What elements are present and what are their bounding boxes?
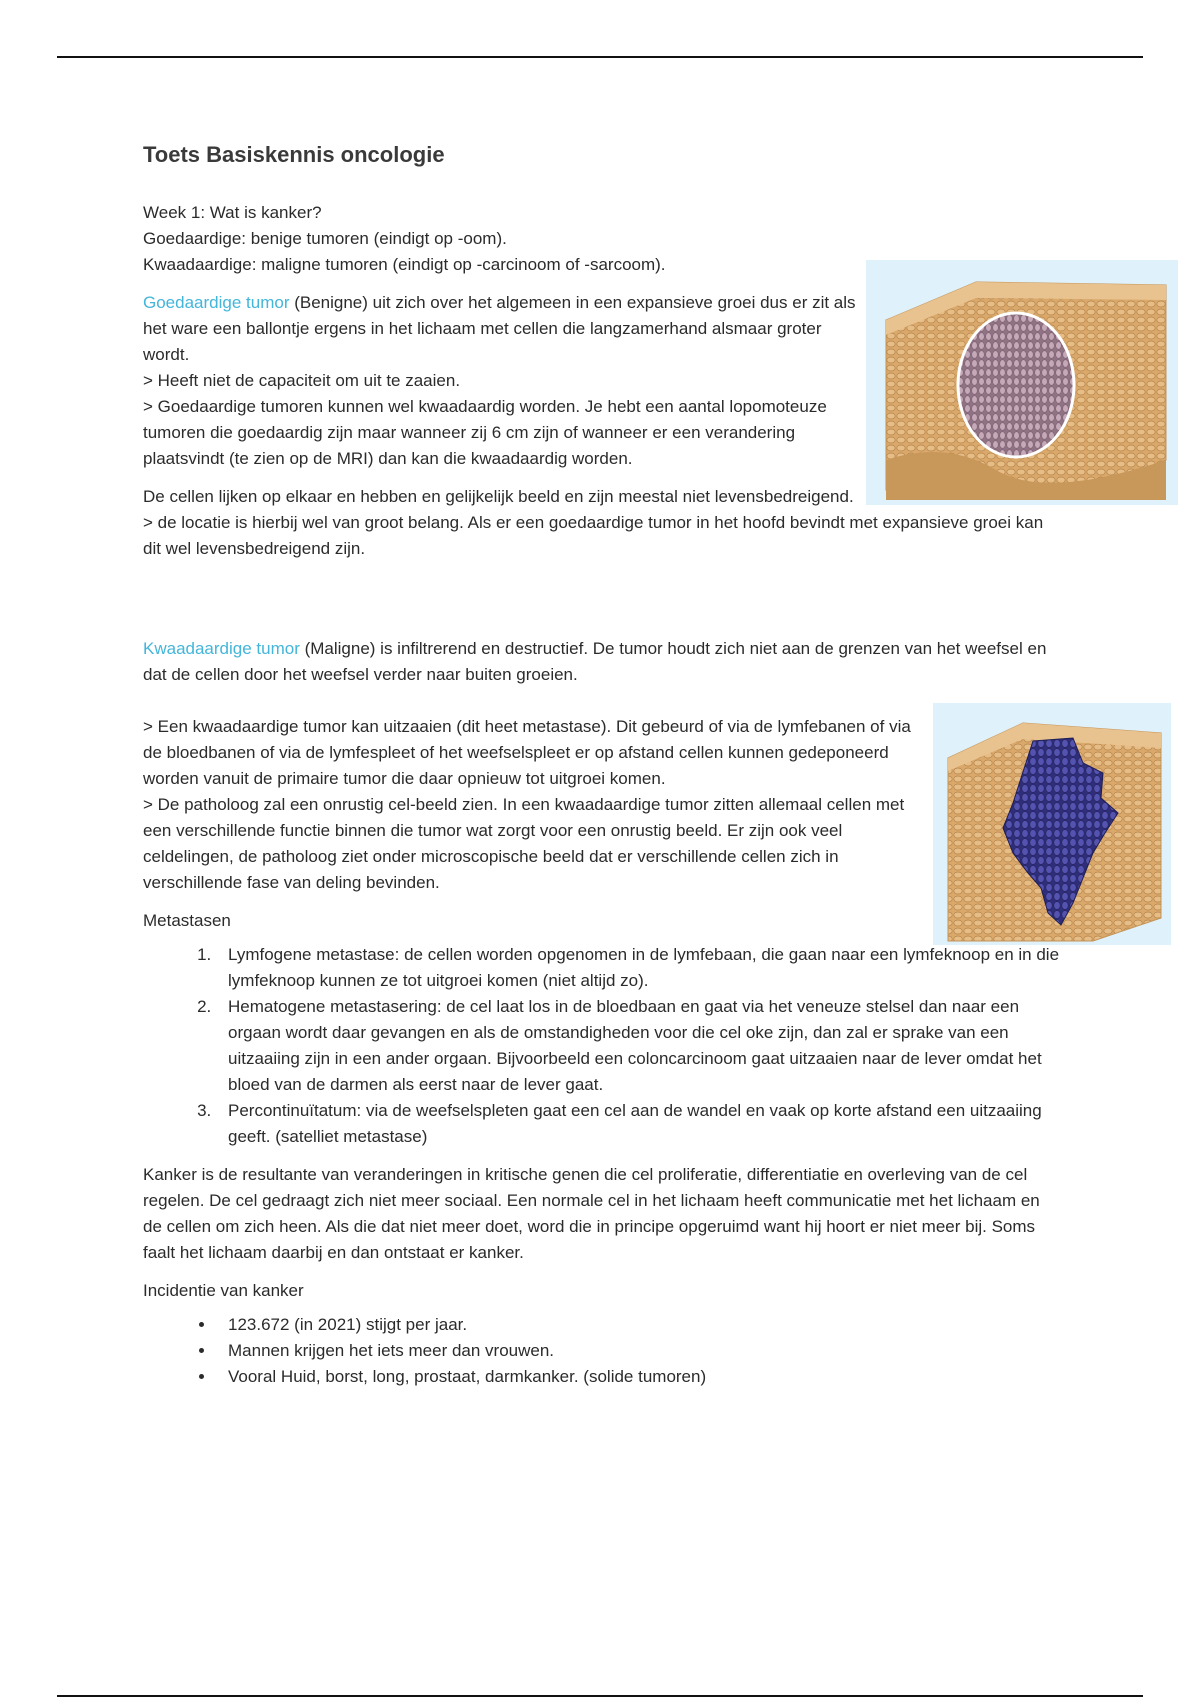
benign-point-2: > Goedaardige tumoren kunnen wel kwaadaardig worden. Je hebt een aantal lopomoteuze tumoren die goedaardig zijn maar wanneer zij 6 cm zijn of wanneer er een verandering plaatsvindt (te zien op de MRI) dan kan die kwaadaardig worden. [143, 397, 827, 468]
benign-point-1: > Heeft niet de capaciteit om uit te zaaien. [143, 371, 461, 390]
malignant-tumor-illustration [933, 703, 1171, 945]
bottom-rule [57, 1695, 1143, 1697]
malignant-point-2: > De patholoog zal een onrustig cel-beeld zien. In een kwaadaardige tumor zitten allemaal cellen met een verschillende functie binnen die tumor wat zorgt voor een onrustig beeld. Er zijn ook veel celdelingen, de patholoog ziet onder microscopische beeld dat er verschillende cellen zich in verschillende fase van deling bevinden. [143, 795, 905, 892]
incidentie-heading: Incidentie van kanker [143, 1281, 304, 1300]
benign-text: (Benigne) uit zich over het algemeen in een expansieve groei dus er zit als het ware een ballontje ergens in het lichaam met cellen die langzamerhand alsmaar groter wordt. [143, 293, 856, 364]
benign-para2-line1: De cellen lijken op elkaar en hebben en gelijkelijk beeld en zijn meestal niet levensbedreigend. [143, 487, 854, 506]
malignant-paragraph [143, 636, 1063, 688]
metastasen-item: 1. Lymfogene metastase: de cellen worden opgenomen in de lymfebaan, die gaan naar een lymfeknoop en in die lymfeknoop kunnen ze tot uitgroei komen (niet altijd zo). [216, 942, 1063, 994]
top-rule [57, 56, 1143, 58]
malignant-text: (Maligne) is infiltrerend en destructief. De tumor houdt zich niet aan de grenzen van het weefsel en dat de cellen door het weefsel verder naar buiten groeien. [143, 639, 1047, 684]
benign-paragraph [143, 290, 863, 368]
intro-benign: Goedaardige: benige tumoren (eindigt op -oom). [143, 229, 507, 248]
kanker-paragraph: Kanker is de resultante van veranderingen in kritische genen die cel proliferatie, differentiatie en overleving van de cel regelen. De cel gedraagt zich niet meer sociaal. Een normale cel in het lichaam heeft communicatie met het lichaam en de cellen om zich heen. Als die dat niet meer doet, word die in principe opgeruimd want hij hoort er niet meer bij. Soms faalt het lichaam daarbij en dan ontstaat er kanker. [143, 1165, 1040, 1262]
metastasen-item: 3. Percontinuïtatum: via de weefselspleten gaat een cel aan de wandel en vaak op korte afstand een uitzaaiing geeft. (satelliet metastase) [216, 1098, 1063, 1150]
metastasen-list [143, 942, 1063, 1150]
benign-para2-line2: > de locatie is hierbij wel van groot belang. Als er een goedaardige tumor in het hoofd bevindt met expansieve groei kan dit wel levensbedreigend zijn. [143, 513, 1044, 558]
page-title: Toets Basiskennis oncologie [143, 142, 445, 167]
incidentie-list [143, 1312, 1063, 1390]
incidentie-item: • 123.672 (in 2021) stijgt per jaar. [216, 1312, 1063, 1338]
metastasen-heading: Metastasen [143, 911, 231, 930]
malignant-point-1: > Een kwaadaardige tumor kan uitzaaien (dit heet metastase). Dit gebeurd of via de lymfebanen of via de bloedbanen of via de lymfespleet of het weefselspleet er op afstand cellen kunnen gedeponeerd worden vanuit de primaire tumor die daar opnieuw tot uitgroei komen. [143, 717, 911, 788]
benign-tumor-illustration [866, 260, 1178, 505]
intro-malignant: Kwaadaardige: maligne tumoren (eindigt op -carcinoom of -sarcoom). [143, 255, 666, 274]
benign-term: Goedaardige tumor [143, 293, 290, 312]
incidentie-item: • Mannen krijgen het iets meer dan vrouwen. [216, 1338, 1063, 1364]
intro-week: Week 1: Wat is kanker? [143, 203, 322, 222]
incidentie-item: • Vooral Huid, borst, long, prostaat, darmkanker. (solide tumoren) [216, 1364, 1063, 1390]
metastasen-item: 2. Hematogene metastasering: de cel laat los in de bloedbaan en gaat via het veneuze stelsel dan naar een orgaan wordt daar gevangen en als de omstandigheden voor die cel oke zijn, dan zal er sprake van een uitzaaiing zijn in een ander orgaan. Bijvoorbeeld een coloncarcinoom gaat uitzaaien naar de lever omdat het bloed van de darmen als eerst naar de lever gaat. [216, 994, 1063, 1098]
malignant-term: Kwaadaardige tumor [143, 639, 300, 658]
